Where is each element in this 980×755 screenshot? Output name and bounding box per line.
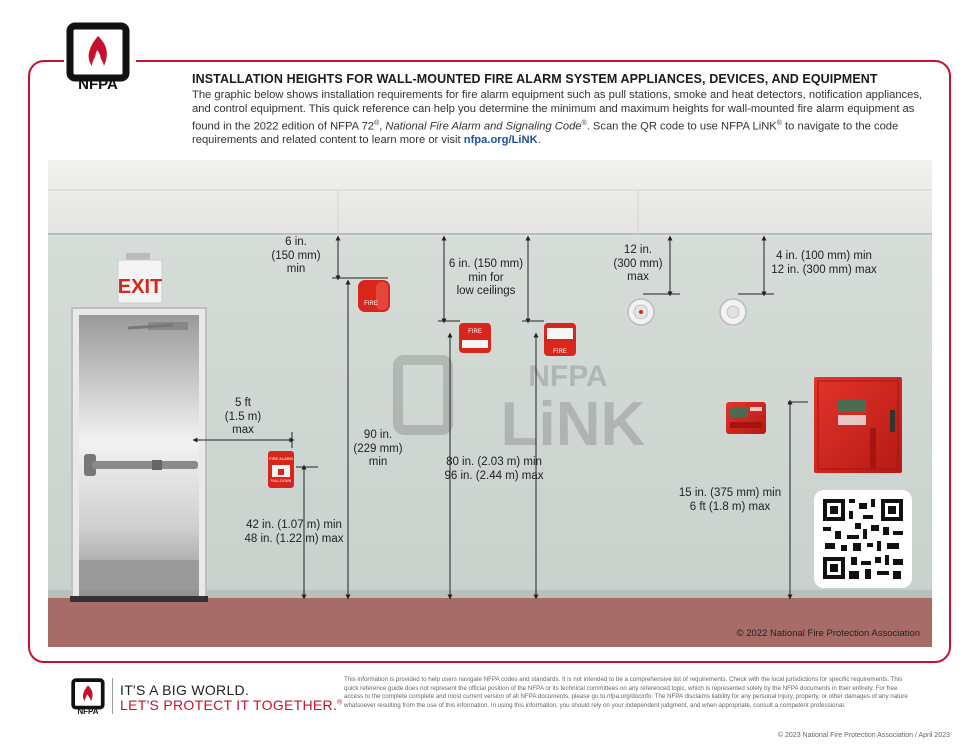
exit-sign xyxy=(118,253,162,303)
exit-sign-text: EXIT xyxy=(117,276,163,298)
label-strobe-top: 6 in. (150 mm) min xyxy=(271,236,321,275)
wall-strobe xyxy=(358,280,390,312)
nfpa-logo xyxy=(64,22,136,94)
qr-code[interactable] xyxy=(814,490,912,588)
tagline-line-2: LET'S PROTECT IT TOGETHER.® xyxy=(120,697,343,713)
pull-station-label: FIRE ALARM xyxy=(269,456,293,461)
footer-divider xyxy=(112,678,113,714)
page-title: INSTALLATION HEIGHTS FOR WALL-MOUNTED FIRE ALARM SYSTEM APPLIANCES, DEVICES, AND EQUIPMENT xyxy=(192,72,878,86)
nfpa-link[interactable]: nfpa.org/LiNK xyxy=(463,134,538,147)
label-pull-height: 42 in. (1.07 m) min 48 in. (1.22 m) max xyxy=(244,519,344,545)
label-heat-detector: 4 in. (100 mm) min 12 in. (300 mm) max xyxy=(771,250,877,276)
label-low-ceiling: 6 in. (150 mm) min for low ceilings xyxy=(448,258,524,297)
scene-copyright: © 2022 National Fire Protection Association xyxy=(736,628,920,639)
pull-station-sublabel: PULL DOWN xyxy=(270,479,292,483)
installation-scene xyxy=(48,160,932,647)
label-strobe-height: 90 in. (229 mm) min xyxy=(353,429,403,468)
footer-copyright: © 2023 National Fire Protection Association / April 2023 xyxy=(777,732,950,739)
door xyxy=(70,308,208,602)
low-ceiling-strobe-2 xyxy=(544,323,576,356)
strobe-label: FIRE xyxy=(364,301,378,307)
svg-text:NFPA: NFPA xyxy=(78,76,118,93)
pull-station xyxy=(268,451,294,488)
disclaimer: This information is provided to help users navigate NFPA codes and standards. It is not intended to be a comprehensive list of requirements. Check with the local jurisdictions for specific requirements. This quick reference guide does not represent the official position of the NFPA or its technical committees on any referenced topic, which is represented solely by the NFPA documents in their entirety. For free access to the complete complete and most current version of all NFPA documents, please go to nfpa.org/docinfo. The NFPA disclaims liability for any personal injury, property, or other damages of any nature whatsoever resulting from the use of this information. In using this information, you should rely on your independent judgment, and when appropriate, consult a competent professional. xyxy=(344,676,908,709)
fire-alarm-control-panel xyxy=(814,377,902,473)
label-low-height: 80 in. (2.03 m) min 96 in. (2.44 m) max xyxy=(444,456,544,482)
label-control-panel: 15 in. (375 mm) min 6 ft (1.8 m) max xyxy=(678,487,782,513)
watermark-nfpa: NFPA xyxy=(528,360,608,393)
label-pull-reach: 5 ft (1.5 m) max xyxy=(224,397,262,436)
scene-graphics xyxy=(48,160,932,647)
label-smoke-detector: 12 in. (300 mm) max xyxy=(613,244,663,283)
watermark-link: LiNK xyxy=(500,390,646,459)
smoke-detector xyxy=(628,299,654,325)
annunciator-panel xyxy=(726,402,766,434)
footer-nfpa-logo xyxy=(70,678,108,716)
low-ceiling-strobe-1 xyxy=(459,323,491,353)
heat-detector xyxy=(720,299,746,325)
svg-text:NFPA: NFPA xyxy=(77,706,99,716)
strobe-label: FIRE xyxy=(553,349,567,355)
strobe-label: FIRE xyxy=(468,329,482,335)
tagline-line-1: IT'S A BIG WORLD. xyxy=(120,682,250,698)
intro-text: The graphic below shows installation requirements for fire alarm equipment such as pull stations, smoke and heat detectors, notification appliances, and control equipment. This quick reference can help you determine the minimum and maximum heights for wall-mounted fire alarm equipment as found in the 2022 edition of NFPA 72®, National Fire Alarm and Signaling Code®. Scan the QR code to use NFPA LiNK® to navigate to the code requirements and related content to learn more or visit nfpa.org/LiNK. xyxy=(192,89,923,147)
nfpa-link-watermark xyxy=(398,360,646,459)
